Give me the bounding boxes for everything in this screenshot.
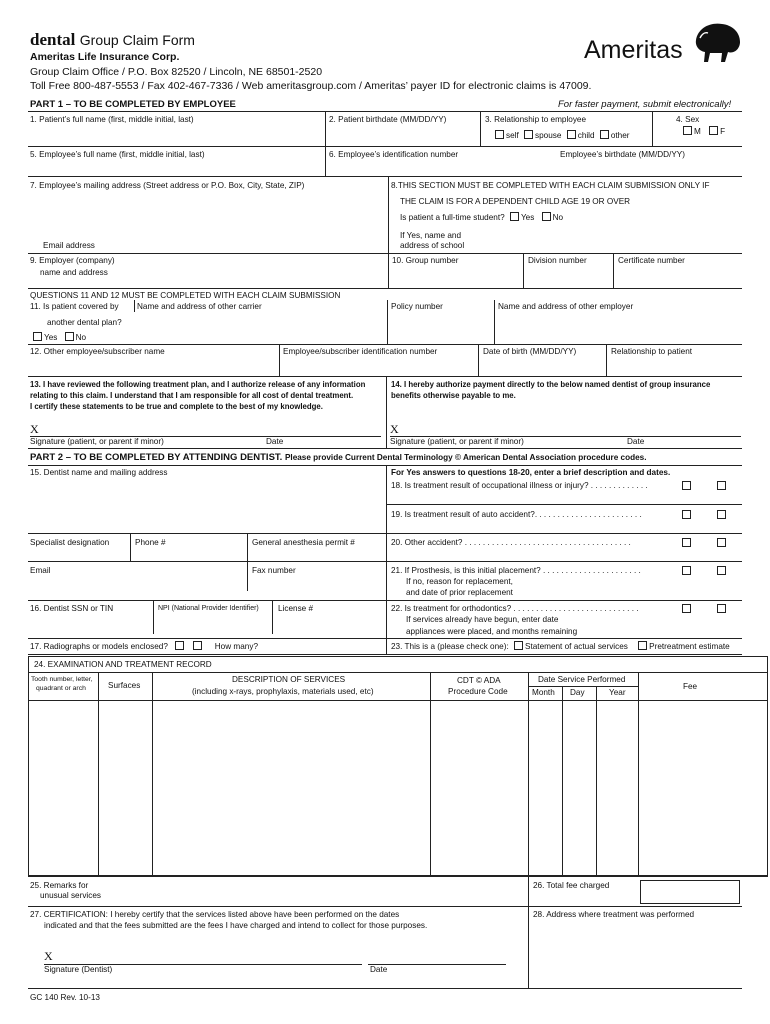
col-year: Year (609, 688, 626, 697)
q20-no-checkbox[interactable] (717, 538, 726, 547)
total-fee-label: 26. Total fee charged (533, 881, 610, 890)
part2-title: PART 2 – TO BE COMPLETED BY ATTENDING DENTIST. Please provide Current Dental Terminology © American Dental Association procedure codes. (30, 452, 647, 463)
treatment-address-label: 28. Address where treatment was performed (533, 910, 695, 919)
radiographs-no-checkbox[interactable] (193, 641, 202, 650)
payment-date-label: Date (627, 437, 645, 446)
col-desc-2: (including x-rays, prophylaxis, materials used, etc) (192, 687, 374, 696)
other-plan-yes-checkbox[interactable] (33, 332, 42, 341)
relationship-options[interactable]: self spouse child other (492, 130, 630, 141)
divider (28, 876, 768, 877)
divider (606, 344, 607, 376)
q18-no[interactable] (714, 481, 728, 492)
student-yes-checkbox[interactable] (510, 212, 519, 221)
q19-options[interactable] (679, 510, 693, 521)
q22-begun-label: If services already have begun, enter date (406, 615, 559, 624)
q23-question[interactable]: 23. This is a (please check one): Statement of actual services Pretreatment estimate (391, 642, 730, 651)
relationship-patient-label: Relationship to patient (611, 347, 693, 356)
other-checkbox[interactable] (600, 130, 609, 139)
col-tooth-1: Tooth number, letter, (31, 676, 93, 683)
divider (28, 654, 742, 655)
divider (430, 672, 431, 876)
authorization-14-line2: benefits otherwise payable to me. (391, 391, 516, 400)
fulltime-student-question[interactable]: Is patient a full-time student? Yes No (400, 213, 564, 222)
sex-options[interactable]: M F (680, 126, 725, 137)
ameritas-logo (584, 22, 744, 67)
faster-payment-note: For faster payment, submit electronically! (558, 99, 732, 110)
school-label-1: If Yes, name and (400, 231, 461, 240)
spouse-checkbox[interactable] (524, 130, 533, 139)
divider (596, 686, 597, 876)
col-desc-1: DESCRIPTION OF SERVICES (232, 675, 346, 684)
authorization-14-line1: 14. I hereby authorize payment directly to the below named dentist of group insurance (391, 380, 711, 389)
other-employer-label: Name and address of other employer (498, 302, 634, 311)
q21-label: 21. If Prosthesis, is this initial placement? . . . . . . . . . . . . . . . . . . . . . . (391, 566, 641, 575)
q22-label: 22. Is treatment for orthodontics? . . . . . . . . . . . . . . . . . . . . . . . . . . . . (391, 604, 639, 613)
anesthesia-label: General anesthesia permit # (252, 538, 355, 547)
q19-yes-checkbox[interactable] (682, 510, 691, 519)
q22-months-label: appliances were placed, and months remaining (406, 627, 578, 636)
q21-no[interactable] (714, 566, 728, 577)
divider (134, 300, 135, 312)
email-address-label: Email address (43, 241, 95, 250)
divider (325, 112, 326, 146)
divider (528, 686, 638, 687)
form-code: GC 140 Rev. 10-13 (30, 993, 100, 1002)
sex-label: 4. Sex (676, 115, 700, 124)
divider (28, 672, 768, 673)
dentist-name-label: 15. Dentist name and mailing address (30, 468, 168, 477)
other-subscriber-label: 12. Other employee/subscriber name (30, 347, 165, 356)
divider (528, 672, 529, 876)
divider (247, 533, 248, 591)
divider (28, 906, 742, 907)
divider (480, 112, 481, 146)
certification-line1: 27. CERTIFICATION: I hereby certify that the services listed above have been performed on the dates (30, 910, 400, 919)
certification-line2: indicated and that the fees submitted are the fees I have charged and intend to collect for those purposes. (44, 921, 428, 930)
section8-line1: 8.THIS SECTION MUST BE COMPLETED WITH EACH CLAIM SUBMISSION ONLY IF (391, 181, 710, 190)
q18-yes-checkbox[interactable] (682, 481, 691, 490)
divider (386, 465, 387, 654)
school-label-2: address of school (400, 241, 465, 250)
pretreatment-checkbox[interactable] (638, 641, 647, 650)
divider (613, 253, 614, 288)
policy-number-label: Policy number (391, 302, 443, 311)
yes-answers-header: For Yes answers to questions 18-20, enter a brief description and dates. (391, 468, 671, 477)
col-cdt-2: Procedure Code (448, 687, 508, 696)
signature-x-2: X (390, 422, 399, 436)
q19-no-checkbox[interactable] (717, 510, 726, 519)
q22-options[interactable] (679, 604, 693, 615)
divider (28, 600, 742, 601)
authorization-13-line3: I certify these statements to be true and complete to the best of my knowledge. (30, 402, 323, 411)
divider (272, 600, 273, 634)
col-cdt-1: CDT © ADA (457, 676, 501, 685)
specialist-label: Specialist designation (30, 538, 110, 547)
q21-options[interactable] (679, 566, 693, 577)
authorization-13-line2: relating to this claim. I understand that I am responsible for all cost of dental treatment. (30, 391, 354, 400)
q21-no-checkbox[interactable] (717, 566, 726, 575)
authorization-13-line1: 13. I have reviewed the following treatment plan, and I authorize release of any information (30, 380, 366, 389)
company-address: Group Claim Office / P.O. Box 82520 / Lincoln, NE 68501-2520 (30, 66, 323, 78)
actual-services-checkbox[interactable] (514, 641, 523, 650)
divider (28, 288, 742, 289)
q21-yes-checkbox[interactable] (682, 566, 691, 575)
divider (28, 561, 742, 562)
logo-text: Ameritas (584, 36, 683, 64)
subscriber-dob-label: Date of birth (MM/DD/YY) (483, 347, 577, 356)
npi-label: NPI (National Provider Identifier) (158, 605, 259, 612)
divider (638, 672, 639, 876)
subscriber-id-label: Employee/subscriber identification number (283, 347, 438, 356)
part1-title: PART 1 – TO BE COMPLETED BY EMPLOYEE (30, 99, 236, 110)
employer-label-1: 9. Employer (company) (30, 256, 115, 265)
group-number-label: 10. Group number (392, 256, 459, 265)
self-checkbox[interactable] (495, 130, 504, 139)
q22-no-checkbox[interactable] (717, 604, 726, 613)
phone-label: Phone # (135, 538, 166, 547)
total-fee-box[interactable] (640, 880, 740, 904)
radiographs-question[interactable]: 17. Radiographs or models enclosed? How many? (30, 642, 258, 651)
divider (130, 533, 131, 561)
divider (28, 988, 742, 989)
dentist-date-label: Date (370, 965, 388, 974)
radiographs-yes-checkbox[interactable] (175, 641, 184, 650)
col-tooth-2: quadrant or arch (36, 685, 86, 692)
employee-name-label: 5. Employee’s full name (first, middle initial, last) (30, 150, 205, 159)
divider (562, 686, 563, 876)
other-carrier-label: Name and address of other carrier (137, 302, 262, 311)
divider (387, 300, 388, 344)
q22-no[interactable] (714, 604, 728, 615)
divider (523, 253, 524, 288)
col-fee: Fee (683, 682, 698, 691)
dentist-signature-x: X (44, 949, 53, 963)
license-label: License # (278, 604, 314, 613)
employee-address-label: 7. Employee’s mailing address (Street address or P.O. Box, City, State, ZIP) (30, 181, 305, 190)
divider (386, 504, 742, 505)
q21-reason-label: If no, reason for replacement, (406, 577, 513, 586)
q18-label: 18. Is treatment result of occupational illness or injury? . . . . . . . . . . . . . (391, 481, 648, 490)
divider (28, 376, 742, 377)
section8-line2: THE CLAIM IS FOR A DEPENDENT CHILD AGE 19 OR OVER (400, 197, 631, 206)
relationship-label: 3. Relationship to employee (485, 115, 587, 124)
male-checkbox[interactable] (683, 126, 692, 135)
dentist-date-line[interactable] (368, 964, 506, 965)
divider (528, 876, 529, 988)
q20-options[interactable] (679, 538, 693, 549)
dentist-email-label: Email (30, 566, 51, 575)
payment-signature-label: Signature (patient, or parent if minor) (390, 437, 524, 446)
q20-label: 20. Other accident? . . . . . . . . . . . . . . . . . . . . . . . . . . . . . . . . . . . . . (391, 538, 631, 547)
other-plan-options[interactable]: Yes No (30, 332, 86, 343)
divider (28, 448, 742, 449)
divider (98, 672, 99, 876)
patient-name-label: 1. Patient’s full name (first, middle initial, last) (30, 115, 194, 124)
form-title-text: Group Claim Form (79, 32, 195, 48)
divider (494, 300, 495, 344)
q18-no-checkbox[interactable] (717, 481, 726, 490)
q19-label: 19. Is treatment result of auto accident?. . . . . . . . . . . . . . . . . . . . . . . . (391, 510, 642, 519)
patient-date-label: Date (266, 437, 284, 446)
q19-no[interactable] (714, 510, 728, 521)
q18-options[interactable] (679, 481, 693, 492)
divider (28, 465, 742, 466)
q11-12-header: QUESTIONS 11 AND 12 MUST BE COMPLETED WITH EACH CLAIM SUBMISSION (30, 291, 341, 300)
q20-yes-checkbox[interactable] (682, 538, 691, 547)
divider (28, 146, 742, 147)
divider (28, 176, 742, 177)
treatment-record-title: 24. EXAMINATION AND TREATMENT RECORD (34, 660, 212, 669)
dentist-ssn-label: 16. Dentist SSN or TIN (30, 604, 114, 613)
col-day: Day (570, 688, 585, 697)
divider (279, 344, 280, 376)
divider (153, 600, 154, 634)
employee-id-label: 6. Employee’s identification number (329, 150, 459, 159)
fax-label: Fax number (252, 566, 296, 575)
divider (28, 253, 742, 254)
company-contact: Toll Free 800-487-5553 / Fax 402-467-7336 / Web ameritasgroup.com / Ameritas’ payer ID for electronic claims is 47009. (30, 80, 592, 92)
female-checkbox[interactable] (709, 126, 718, 135)
col-surfaces: Surfaces (108, 681, 141, 690)
col-date: Date Service Performed (538, 675, 626, 684)
q20-no[interactable] (714, 538, 728, 549)
child-checkbox[interactable] (567, 130, 576, 139)
divider (152, 672, 153, 876)
remarks-label-1: 25. Remarks for (30, 881, 89, 890)
divider (28, 533, 742, 534)
patient-signature-label: Signature (patient, or parent if minor) (30, 437, 164, 446)
dentist-signature-label: Signature (Dentist) (44, 965, 113, 974)
form-title (30, 30, 195, 50)
company-name: Ameritas Life Insurance Corp. (30, 51, 180, 63)
divider (28, 111, 742, 112)
divider (28, 638, 742, 639)
divider (478, 344, 479, 376)
divider (388, 176, 389, 288)
q22-yes-checkbox[interactable] (682, 604, 691, 613)
student-no-checkbox[interactable] (542, 212, 551, 221)
employer-label-2: name and address (40, 268, 108, 277)
divider (386, 376, 387, 448)
divider (28, 344, 742, 345)
q21-date-label: and date of prior replacement (406, 588, 513, 597)
divider (325, 146, 326, 176)
q11-label-1: 11. Is patient covered by (30, 302, 119, 311)
q11-label-2: another dental plan? (47, 318, 122, 327)
employee-birthdate-label: Employee’s birthdate (MM/DD/YY) (560, 150, 685, 159)
remarks-label-2: unusual services (40, 891, 101, 900)
division-number-label: Division number (528, 256, 587, 265)
patient-birthdate-label: 2. Patient birthdate (MM/DD/YY) (329, 115, 447, 124)
divider (28, 700, 768, 701)
form-product: dental (30, 30, 76, 49)
signature-x: X (30, 422, 39, 436)
col-month: Month (532, 688, 555, 697)
divider (652, 112, 653, 146)
other-plan-no-checkbox[interactable] (65, 332, 74, 341)
certificate-number-label: Certificate number (618, 256, 685, 265)
